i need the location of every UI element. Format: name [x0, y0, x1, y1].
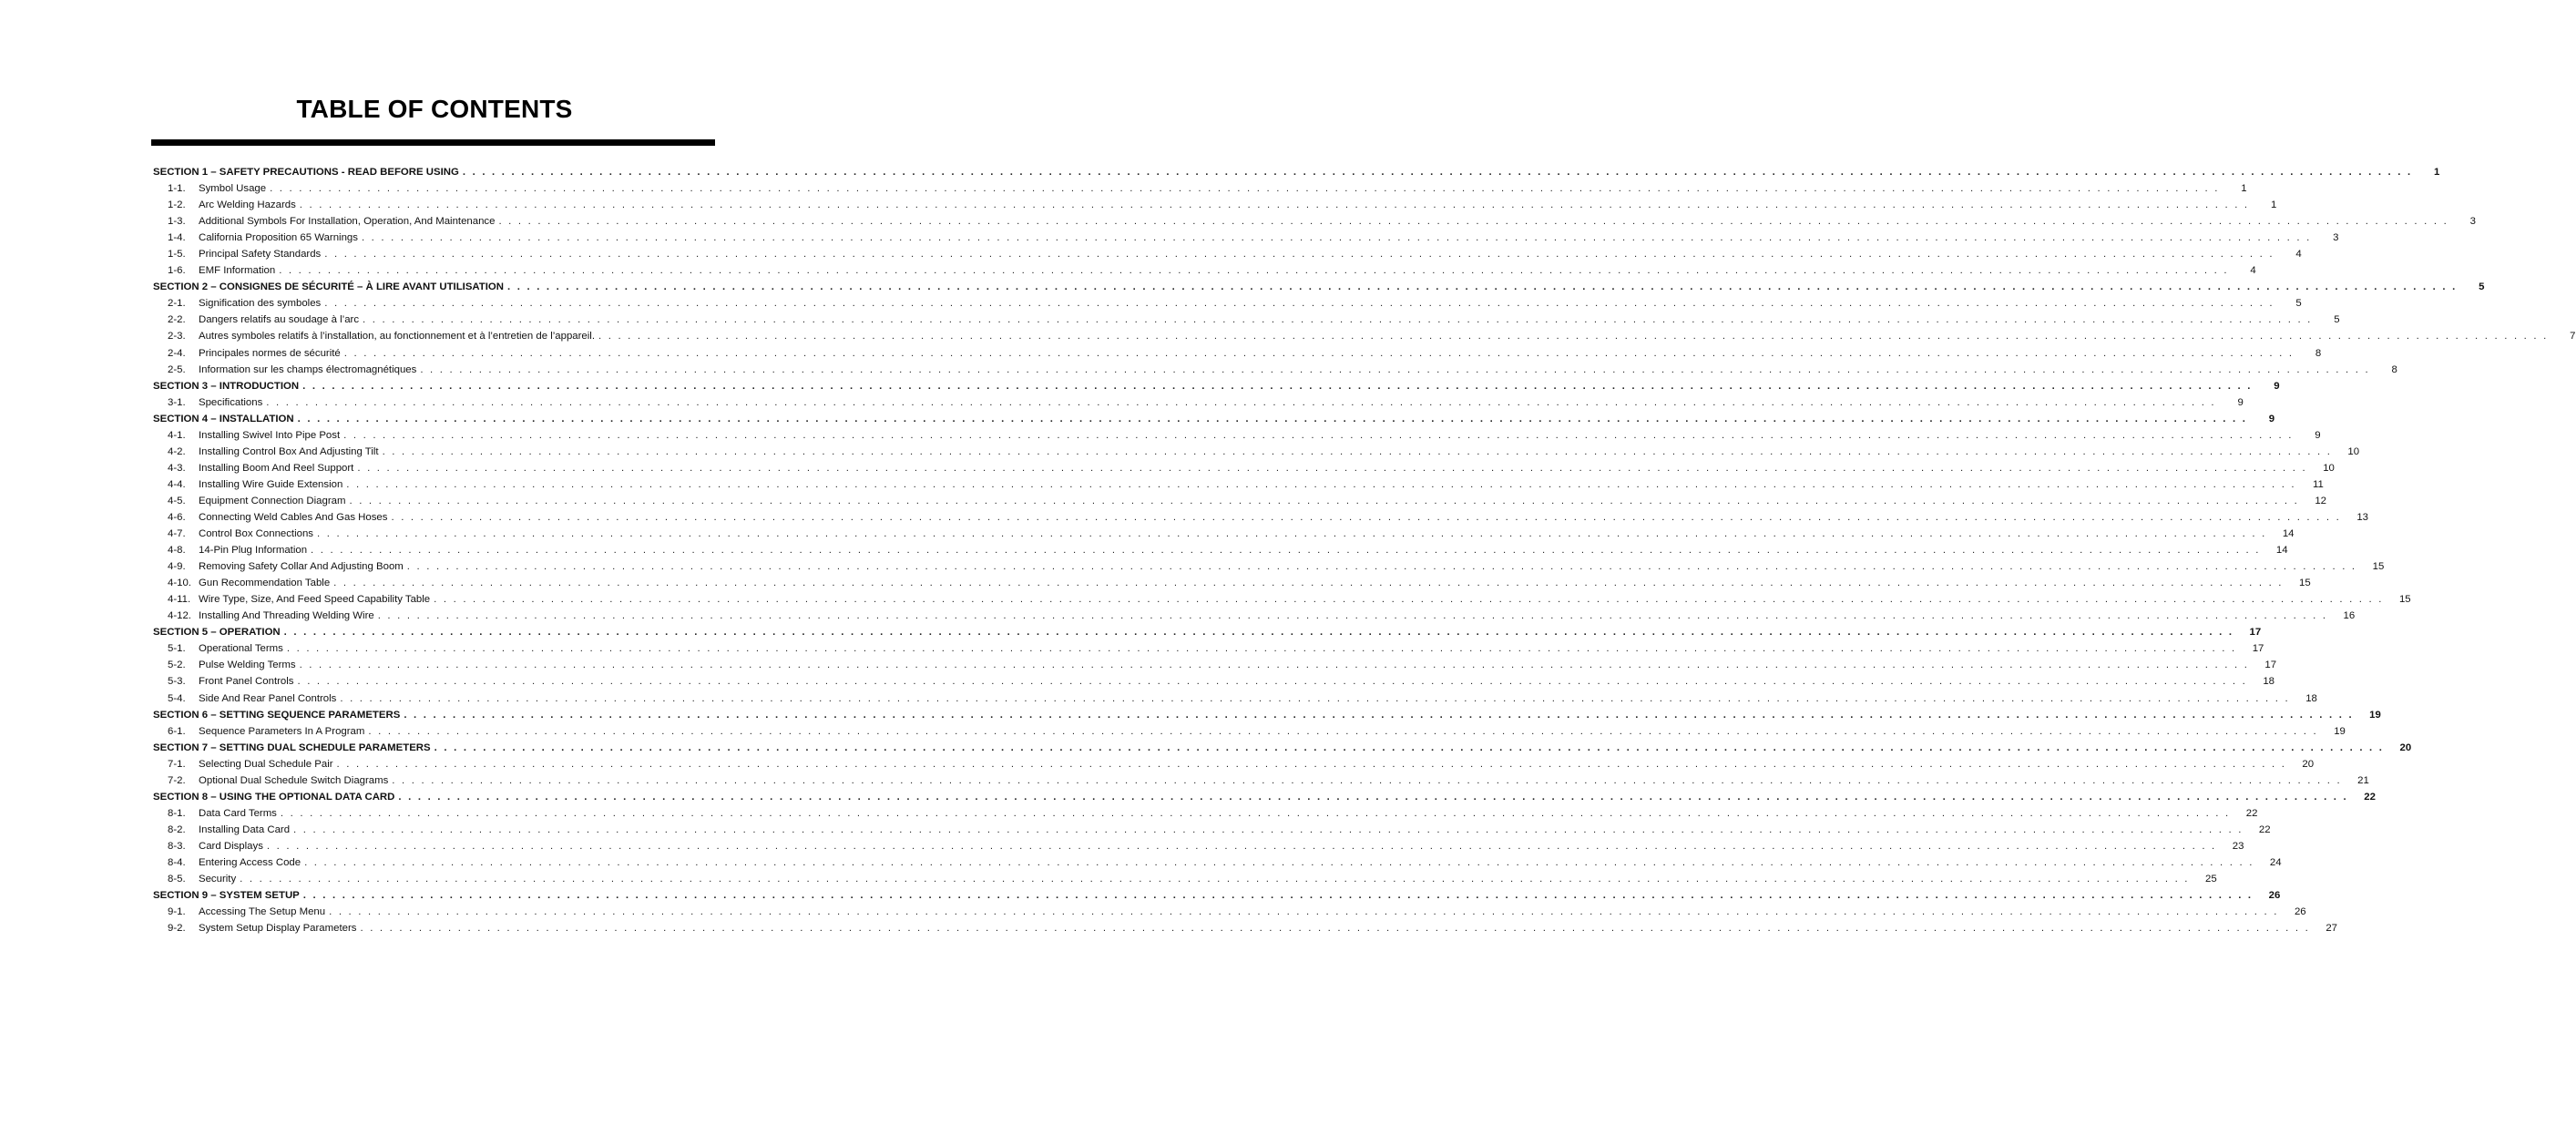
toc-entry-number: 4-4.	[168, 478, 186, 490]
toc-section-entry[interactable]	[153, 279, 2485, 295]
toc-subsection-entry[interactable]	[153, 526, 2295, 542]
toc-subsection-entry[interactable]	[153, 854, 2282, 871]
toc-entry-label: Entering Access Code	[199, 856, 302, 868]
dot-leader: . . . . . . . . . . . . . . . . . . . . . . . . . . . . . . . . . . . . . . . . . . . . . . . . . . . . . . . . . . . . . . . . . . . . . . . . . . . . . . . . . . . . . . . . . . . . . . . . . . . . . . . . . . . . . . . . . . . . . . . . . . . . . . . . . . . . . . . . . . . . . . . . . . . . . . . . . . . . . . . . . . . . . . . . . . . . . . . . . . . . . . . . . . . . . . . . . . . . . . . .	[286, 643, 2237, 655]
toc-entry-number: 4-8.	[168, 545, 186, 557]
toc-entry-number: 9-1.	[168, 906, 186, 918]
toc-entry-label: Dangers relatifs au soudage à l’arc	[199, 314, 360, 326]
title-rule	[151, 139, 715, 146]
toc-entry-number: 2-4.	[168, 347, 186, 359]
toc-entry-label: Principal Safety Standards	[199, 249, 322, 261]
toc-entry-page-number: 9	[2268, 413, 2275, 424]
toc-entry-page-number: 22	[2245, 807, 2258, 819]
toc-entry-number: 8-5.	[168, 874, 186, 885]
dot-leader: . . . . . . . . . . . . . . . . . . . . . . . . . . . . . . . . . . . . . . . . . . . . . . . . . . . . . . . . . . . . . . . . . . . . . . . . . . . . . . . . . . . . . . . . . . . . . . . . . . . . . . . . . . . . . . . . . . . . . . . . . . . . . . . . . . . . . . . . . . . . . . . . . . . . . . . . . . . . . . . . . . . . . . . . . . . . . . . . . . . . . . . . . . . . . . . . . . . . . . . .	[240, 874, 2190, 885]
toc-entry-page-number: 8	[2315, 347, 2322, 359]
dot-leader: . . . . . . . . . . . . . . . . . . . . . . . . . . . . . . . . . . . . . . . . . . . . . . . . . . . . . . . . . . . . . . . . . . . . . . . . . . . . . . . . . . . . . . . . . . . . . . . . . . . . . . . . . . . . . . . . . . . . . . . . . . . . . . . . . . . . . . . . . . . . . . . . . . . . . . . . . . . . . . . . . . . . . . . . . . . . . . . . . . . . . . . . . . . . . . . . . . . . . . . .	[462, 167, 2413, 178]
toc-entry-label: Equipment Connection Diagram	[199, 495, 346, 506]
toc-entry-label: System Setup Display Parameters	[199, 923, 357, 935]
toc-subsection-entry[interactable]	[153, 312, 2340, 328]
toc-entry-page-number: 19	[2334, 725, 2346, 737]
toc-entry-number: 4-5.	[168, 495, 186, 506]
toc-entry-number: 6-1.	[168, 725, 186, 737]
toc-entry-number: 4-6.	[168, 511, 186, 523]
toc-entry-page-number: 3	[2333, 232, 2339, 244]
table-of-contents	[153, 164, 2576, 936]
toc-entry-label: Side And Rear Panel Controls	[199, 692, 337, 704]
toc-subsection-entry[interactable]	[153, 394, 2244, 411]
dot-leader: . . . . . . . . . . . . . . . . . . . . . . . . . . . . . . . . . . . . . . . . . . . . . . . . . . . . . . . . . . . . . . . . . . . . . . . . . . . . . . . . . . . . . . . . . . . . . . . . . . . . . . . . . . . . . . . . . . . . . . . . . . . . . . . . . . . . . . . . . . . . . . . . . . . . . . . . . . . . . . . . . . . . . . . . . . . . . . . . . . . . . . . . . . . . . . . . . . . . . . . .	[266, 396, 2216, 408]
toc-entry-page-number: 8	[2391, 363, 2397, 375]
toc-entry-label: SECTION 1 – SAFETY PRECAUTIONS - READ BEFORE USING	[153, 167, 459, 178]
dot-leader: . . . . . . . . . . . . . . . . . . . . . . . . . . . . . . . . . . . . . . . . . . . . . . . . . . . . . . . . . . . . . . . . . . . . . . . . . . . . . . . . . . . . . . . . . . . . . . . . . . . . . . . . . . . . . . . . . . . . . . . . . . . . . . . . . . . . . . . . . . . . . . . . . . . . . . . . . . . . . . . . . . . . . . . . . . . . . . . . . . . . . . . . . . . . . . . . . . . . . . . .	[336, 758, 2287, 770]
toc-entry-label: California Proposition 65 Warnings	[199, 232, 358, 244]
toc-subsection-entry[interactable]	[153, 345, 2322, 362]
toc-entry-number: 4-7.	[168, 528, 186, 540]
dot-leader: . . . . . . . . . . . . . . . . . . . . . . . . . . . . . . . . . . . . . . . . . . . . . . . . . . . . . . . . . . . . . . . . . . . . . . . . . . . . . . . . . . . . . . . . . . . . . . . . . . . . . . . . . . . . . . . . . . . . . . . . . . . . . . . . . . . . . . . . . . . . . . . . . . . . . . . . . . . . . . . . . . . . . . . . . . . . . . . . . . . . . . . . . . . . . . . . . . . . . . . .	[398, 791, 2348, 803]
toc-subsection-entry[interactable]	[153, 197, 2277, 213]
toc-entry-page-number: 9	[2274, 380, 2280, 392]
dot-leader: . . . . . . . . . . . . . . . . . . . . . . . . . . . . . . . . . . . . . . . . . . . . . . . . . . . . . . . . . . . . . . . . . . . . . . . . . . . . . . . . . . . . . . . . . . . . . . . . . . . . . . . . . . . . . . . . . . . . . . . . . . . . . . . . . . . . . . . . . . . . . . . . . . . . . . . . . . . . . . . . . . . . . . . . . . . . . . . . . . . . . . . . . . . . . . . . . . . . . . . .	[266, 840, 2217, 852]
toc-entry-label: Specifications	[199, 396, 263, 408]
dot-leader: . . . . . . . . . . . . . . . . . . . . . . . . . . . . . . . . . . . . . . . . . . . . . . . . . . . . . . . . . . . . . . . . . . . . . . . . . . . . . . . . . . . . . . . . . . . . . . . . . . . . . . . . . . . . . . . . . . . . . . . . . . . . . . . . . . . . . . . . . . . . . . . . . . . . . . . . . . . . . . . . . . . . . . . . . . . . . . . . . . . . . . . . . . . . . . . . . . . . . . . .	[368, 725, 2318, 737]
dot-leader: . . . . . . . . . . . . . . . . . . . . . . . . . . . . . . . . . . . . . . . . . . . . . . . . . . . . . . . . . . . . . . . . . . . . . . . . . . . . . . . . . . . . . . . . . . . . . . . . . . . . . . . . . . . . . . . . . . . . . . . . . . . . . . . . . . . . . . . . . . . . . . . . . . . . . . . . . . . . . . . . . . . . . . . . . . . . . . . . . . . . . . . . . . . . . . . . . . . . . . . .	[304, 856, 2254, 868]
toc-subsection-entry[interactable]	[153, 246, 2302, 262]
toc-entry-page-number: 9	[2315, 429, 2321, 441]
toc-entry-page-number: 19	[2369, 709, 2381, 721]
toc-entry-page-number: 12	[2315, 495, 2326, 506]
toc-section-entry[interactable]	[153, 707, 2381, 723]
dot-leader: . . . . . . . . . . . . . . . . . . . . . . . . . . . . . . . . . . . . . . . . . . . . . . . . . . . . . . . . . . . . . . . . . . . . . . . . . . . . . . . . . . . . . . . . . . . . . . . . . . . . . . . . . . . . . . . . . . . . . . . . . . . . . . . . . . . . . . . . . . . . . . . . . . . . . . . . . . . . . . . . . . . . . . . . . . . . . . . . . . . . . . . . . . . . . . . . . . . . . . . .	[317, 528, 2267, 540]
toc-entry-page-number: 14	[2282, 528, 2295, 540]
toc-entry-number: 4-3.	[168, 462, 186, 474]
toc-entry-page-number: 1	[2434, 167, 2440, 178]
toc-entry-label: Installing Control Box And Adjusting Tilt	[199, 445, 379, 457]
toc-entry-number: 4-12.	[168, 610, 191, 622]
toc-entry-number: 5-1.	[168, 643, 186, 655]
toc-section-entry[interactable]	[153, 411, 2275, 427]
dot-leader: . . . . . . . . . . . . . . . . . . . . . . . . . . . . . . . . . . . . . . . . . . . . . . . . . . . . . . . . . . . . . . . . . . . . . . . . . . . . . . . . . . . . . . . . . . . . . . . . . . . . . . . . . . . . . . . . . . . . . . . . . . . . . . . . . . . . . . . . . . . . . . . . . . . . . . . . . . . . . . . . . . . . . . . . . . . . . . . . . . . . . . . . . . . . . . . . . . . . . . . .	[340, 692, 2290, 704]
toc-entry-label: SECTION 3 – INTRODUCTION	[153, 380, 300, 392]
toc-entry-page-number: 25	[2205, 874, 2217, 885]
toc-subsection-entry[interactable]	[153, 640, 2264, 657]
toc-entry-page-number: 26	[2268, 890, 2281, 902]
dot-leader: . . . . . . . . . . . . . . . . . . . . . . . . . . . . . . . . . . . . . . . . . . . . . . . . . . . . . . . . . . . . . . . . . . . . . . . . . . . . . . . . . . . . . . . . . . . . . . . . . . . . . . . . . . . . . . . . . . . . . . . . . . . . . . . . . . . . . . . . . . . . . . . . . . . . . . . . . . . . . . . . . . . . . . . . . . . . . . . . . . . . . . . . . . . . . . . . . . . . . . . .	[299, 199, 2250, 211]
dot-leader: . . . . . . . . . . . . . . . . . . . . . . . . . . . . . . . . . . . . . . . . . . . . . . . . . . . . . . . . . . . . . . . . . . . . . . . . . . . . . . . . . . . . . . . . . . . . . . . . . . . . . . . . . . . . . . . . . . . . . . . . . . . . . . . . . . . . . . . . . . . . . . . . . . . . . . . . . . . . . . . . . . . . . . . . . . . . . . . . . . . . . . . . . . . . . . . . . . . . . . . .	[324, 298, 2274, 310]
toc-section-entry[interactable]	[153, 789, 2376, 805]
toc-entry-page-number: 4	[2295, 249, 2302, 261]
dot-leader: . . . . . . . . . . . . . . . . . . . . . . . . . . . . . . . . . . . . . . . . . . . . . . . . . . . . . . . . . . . . . . . . . . . . . . . . . . . . . . . . . . . . . . . . . . . . . . . . . . . . . . . . . . . . . . . . . . . . . . . . . . . . . . . . . . . . . . . . . . . . . . . . . . . . . . . . . . . . . . . . . . . . . . . . . . . . . . . . . . . . . . . . . . . . . . . . . . . . . . . .	[311, 545, 2261, 557]
toc-entry-label: Removing Safety Collar And Adjusting Boom	[199, 561, 404, 573]
toc-entry-label: EMF Information	[199, 265, 276, 277]
toc-entry-page-number: 5	[2295, 298, 2302, 310]
toc-entry-page-number: 1	[2270, 199, 2277, 211]
toc-entry-page-number: 27	[2326, 923, 2337, 935]
dot-leader: . . . . . . . . . . . . . . . . . . . . . . . . . . . . . . . . . . . . . . . . . . . . . . . . . . . . . . . . . . . . . . . . . . . . . . . . . . . . . . . . . . . . . . . . . . . . . . . . . . . . . . . . . . . . . . . . . . . . . . . . . . . . . . . . . . . . . . . . . . . . . . . . . . . . . . . . . . . . . . . . . . . . . . . . . . . . . . . . . . . . . . . . . . . . . . . . . . . . . . . .	[377, 610, 2328, 622]
toc-entry-page-number: 16	[2343, 610, 2356, 622]
toc-entry-label: Installing Data Card	[199, 823, 291, 835]
toc-entry-page-number: 9	[2237, 396, 2244, 408]
toc-entry-page-number: 21	[2357, 774, 2369, 786]
toc-entry-label: Installing Boom And Reel Support	[199, 462, 354, 474]
toc-entry-label: Connecting Weld Cables And Gas Hoses	[199, 511, 388, 523]
toc-section-entry[interactable]	[153, 624, 2262, 640]
toc-subsection-entry[interactable]	[153, 476, 2324, 493]
toc-entry-page-number: 4	[2250, 265, 2256, 277]
toc-entry-page-number: 26	[2294, 906, 2306, 918]
toc-subsection-entry[interactable]	[153, 608, 2356, 624]
dot-leader: . . . . . . . . . . . . . . . . . . . . . . . . . . . . . . . . . . . . . . . . . . . . . . . . . . . . . . . . . . . . . . . . . . . . . . . . . . . . . . . . . . . . . . . . . . . . . . . . . . . . . . . . . . . . . . . . . . . . . . . . . . . . . . . . . . . . . . . . . . . . . . . . . . . . . . . . . . . . . . . . . . . . . . . . . . . . . . . . . . . . . . . . . . . . . . . . . . . . . . . .	[343, 347, 2295, 359]
dot-leader: . . . . . . . . . . . . . . . . . . . . . . . . . . . . . . . . . . . . . . . . . . . . . . . . . . . . . . . . . . . . . . . . . . . . . . . . . . . . . . . . . . . . . . . . . . . . . . . . . . . . . . . . . . . . . . . . . . . . . . . . . . . . . . . . . . . . . . . . . . . . . . . . . . . . . . . . . . . . . . . . . . . . . . . . . . . . . . . . . . . . . . . . . . . . . . . . . . . . . . . .	[598, 331, 2549, 343]
toc-subsection-entry[interactable]	[153, 328, 2576, 344]
dot-leader: . . . . . . . . . . . . . . . . . . . . . . . . . . . . . . . . . . . . . . . . . . . . . . . . . . . . . . . . . . . . . . . . . . . . . . . . . . . . . . . . . . . . . . . . . . . . . . . . . . . . . . . . . . . . . . . . . . . . . . . . . . . . . . . . . . . . . . . . . . . . . . . . . . . . . . . . . . . . . . . . . . . . . . . . . . . . . . . . . . . . . . . . . . . . . . . . . . . . . . . .	[361, 232, 2312, 244]
dot-leader: . . . . . . . . . . . . . . . . . . . . . . . . . . . . . . . . . . . . . . . . . . . . . . . . . . . . . . . . . . . . . . . . . . . . . . . . . . . . . . . . . . . . . . . . . . . . . . . . . . . . . . . . . . . . . . . . . . . . . . . . . . . . . . . . . . . . . . . . . . . . . . . . . . . . . . . . . . . . . . . . . . . . . . . . . . . . . . . . . . . . . . . . . . . . . . . . . . . . . . . .	[283, 627, 2234, 639]
toc-entry-number: 8-4.	[168, 856, 186, 868]
dot-leader: . . . . . . . . . . . . . . . . . . . . . . . . . . . . . . . . . . . . . . . . . . . . . . . . . . . . . . . . . . . . . . . . . . . . . . . . . . . . . . . . . . . . . . . . . . . . . . . . . . . . . . . . . . . . . . . . . . . . . . . . . . . . . . . . . . . . . . . . . . . . . . . . . . . . . . . . . . . . . . . . . . . . . . . . . . . . . . . . . . . . . . . . . . . . . . . . . . . . . . . .	[382, 445, 2333, 457]
dot-leader: . . . . . . . . . . . . . . . . . . . . . . . . . . . . . . . . . . . . . . . . . . . . . . . . . . . . . . . . . . . . . . . . . . . . . . . . . . . . . . . . . . . . . . . . . . . . . . . . . . . . . . . . . . . . . . . . . . . . . . . . . . . . . . . . . . . . . . . . . . . . . . . . . . . . . . . . . . . . . . . . . . . . . . . . . . . . . . . . . . . . . . . . . . . . . . . . . . . . . . . .	[297, 413, 2248, 424]
toc-subsection-entry[interactable]	[153, 591, 2411, 608]
toc-entry-label: Sequence Parameters In A Program	[199, 725, 365, 737]
toc-entry-label: Installing Wire Guide Extension	[199, 478, 343, 490]
toc-subsection-entry[interactable]	[153, 575, 2311, 591]
toc-entry-number: 9-2.	[168, 923, 186, 935]
toc-entry-page-number: 22	[2364, 791, 2376, 803]
dot-leader: . . . . . . . . . . . . . . . . . . . . . . . . . . . . . . . . . . . . . . . . . . . . . . . . . . . . . . . . . . . . . . . . . . . . . . . . . . . . . . . . . . . . . . . . . . . . . . . . . . . . . . . . . . . . . . . . . . . . . . . . . . . . . . . . . . . . . . . . . . . . . . . . . . . . . . . . . . . . . . . . . . . . . . . . . . . . . . . . . . . . . . . . . . . . . . . . . . . . . . . .	[434, 594, 2384, 606]
page-title: TABLE OF CONTENTS	[296, 95, 573, 123]
toc-section-entry[interactable]	[153, 164, 2440, 180]
toc-subsection-entry[interactable]	[153, 871, 2217, 887]
toc-entry-label: SECTION 8 – USING THE OPTIONAL DATA CARD	[153, 791, 395, 803]
toc-entry-number: 2-2.	[168, 314, 186, 326]
toc-entry-number: 5-2.	[168, 660, 186, 671]
toc-subsection-entry[interactable]	[153, 657, 2277, 673]
dot-leader: . . . . . . . . . . . . . . . . . . . . . . . . . . . . . . . . . . . . . . . . . . . . . . . . . . . . . . . . . . . . . . . . . . . . . . . . . . . . . . . . . . . . . . . . . . . . . . . . . . . . . . . . . . . . . . . . . . . . . . . . . . . . . . . . . . . . . . . . . . . . . . . . . . . . . . . . . . . . . . . . . . . . . . . . . . . . . . . . . . . . . . . . . . . . . . . . . . . . . . . .	[404, 709, 2354, 721]
dot-leader: . . . . . . . . . . . . . . . . . . . . . . . . . . . . . . . . . . . . . . . . . . . . . . . . . . . . . . . . . . . . . . . . . . . . . . . . . . . . . . . . . . . . . . . . . . . . . . . . . . . . . . . . . . . . . . . . . . . . . . . . . . . . . . . . . . . . . . . . . . . . . . . . . . . . . . . . . . . . . . . . . . . . . . . . . . . . . . . . . . . . . . . . . . . . . . . . . . . . . . . .	[434, 741, 2385, 753]
dot-leader: . . . . . . . . . . . . . . . . . . . . . . . . . . . . . . . . . . . . . . . . . . . . . . . . . . . . . . . . . . . . . . . . . . . . . . . . . . . . . . . . . . . . . . . . . . . . . . . . . . . . . . . . . . . . . . . . . . . . . . . . . . . . . . . . . . . . . . . . . . . . . . . . . . . . . . . . . . . . . . . . . . . . . . . . . . . . . . . . . . . . . . . . . . . . . . . . . . . . . . . .	[498, 216, 2448, 228]
toc-entry-number: 4-10.	[168, 578, 191, 589]
toc-subsection-entry[interactable]	[153, 444, 2360, 460]
toc-entry-page-number: 3	[2469, 216, 2476, 228]
toc-entry-label: SECTION 7 – SETTING DUAL SCHEDULE PARAMETERS	[153, 741, 431, 753]
toc-subsection-entry[interactable]	[153, 673, 2274, 690]
toc-subsection-entry[interactable]	[153, 230, 2339, 246]
toc-subsection-entry[interactable]	[153, 772, 2369, 789]
toc-entry-page-number: 10	[2323, 462, 2335, 474]
toc-entry-page-number: 15	[2299, 578, 2311, 589]
toc-entry-page-number: 17	[2264, 660, 2277, 671]
dot-leader: . . . . . . . . . . . . . . . . . . . . . . . . . . . . . . . . . . . . . . . . . . . . . . . . . . . . . . . . . . . . . . . . . . . . . . . . . . . . . . . . . . . . . . . . . . . . . . . . . . . . . . . . . . . . . . . . . . . . . . . . . . . . . . . . . . . . . . . . . . . . . . . . . . . . . . . . . . . . . . . . . . . . . . . . . . . . . . . . . . . . . . . . . . . . . . . . . . . . . . . .	[391, 511, 2341, 523]
toc-entry-label: Arc Welding Hazards	[199, 199, 296, 211]
toc-subsection-entry[interactable]	[153, 460, 2335, 476]
toc-entry-label: SECTION 2 – CONSIGNES DE SÉCURITÉ – À LIRE AVANT UTILISATION	[153, 281, 504, 293]
toc-entry-label: Signification des symboles	[199, 298, 322, 310]
toc-subsection-entry[interactable]	[153, 920, 2337, 936]
dot-leader: . . . . . . . . . . . . . . . . . . . . . . . . . . . . . . . . . . . . . . . . . . . . . . . . . . . . . . . . . . . . . . . . . . . . . . . . . . . . . . . . . . . . . . . . . . . . . . . . . . . . . . . . . . . . . . . . . . . . . . . . . . . . . . . . . . . . . . . . . . . . . . . . . . . . . . . . . . . . . . . . . . . . . . . . . . . . . . . . . . . . . . . . . . . . . . . . . . . . . . . .	[343, 429, 2294, 441]
dot-leader: . . . . . . . . . . . . . . . . . . . . . . . . . . . . . . . . . . . . . . . . . . . . . . . . . . . . . . . . . . . . . . . . . . . . . . . . . . . . . . . . . . . . . . . . . . . . . . . . . . . . . . . . . . . . . . . . . . . . . . . . . . . . . . . . . . . . . . . . . . . . . . . . . . . . . . . . . . . . . . . . . . . . . . . . . . . . . . . . . . . . . . . . . . . . . . . . . . . . . . . .	[392, 774, 2342, 786]
toc-subsection-entry[interactable]	[153, 690, 2317, 707]
toc-entry-label: Optional Dual Schedule Switch Diagrams	[199, 774, 389, 786]
dot-leader: . . . . . . . . . . . . . . . . . . . . . . . . . . . . . . . . . . . . . . . . . . . . . . . . . . . . . . . . . . . . . . . . . . . . . . . . . . . . . . . . . . . . . . . . . . . . . . . . . . . . . . . . . . . . . . . . . . . . . . . . . . . . . . . . . . . . . . . . . . . . . . . . . . . . . . . . . . . . . . . . . . . . . . . . . . . . . . . . . . . . . . . . . . . . . . . . . . . . . . . .	[349, 495, 2299, 506]
dot-leader: . . . . . . . . . . . . . . . . . . . . . . . . . . . . . . . . . . . . . . . . . . . . . . . . . . . . . . . . . . . . . . . . . . . . . . . . . . . . . . . . . . . . . . . . . . . . . . . . . . . . . . . . . . . . . . . . . . . . . . . . . . . . . . . . . . . . . . . . . . . . . . . . . . . . . . . . . . . . . . . . . . . . . . . . . . . . . . . . . . . . . . . . . . . . . . . . . . . . . . . .	[420, 363, 2370, 375]
toc-entry-page-number: 22	[2258, 823, 2271, 835]
toc-subsection-entry[interactable]	[153, 838, 2244, 854]
toc-entry-number: 4-9.	[168, 561, 186, 573]
toc-entry-label: Selecting Dual Schedule Pair	[199, 758, 333, 770]
toc-entry-number: 1-5.	[168, 249, 186, 261]
toc-entry-page-number: 17	[2249, 627, 2262, 639]
toc-subsection-entry[interactable]	[153, 904, 2306, 920]
toc-subsection-entry[interactable]	[153, 723, 2346, 740]
toc-entry-label: Operational Terms	[199, 643, 283, 655]
toc-entry-page-number: 13	[2356, 511, 2368, 523]
dot-leader: . . . . . . . . . . . . . . . . . . . . . . . . . . . . . . . . . . . . . . . . . . . . . . . . . . . . . . . . . . . . . . . . . . . . . . . . . . . . . . . . . . . . . . . . . . . . . . . . . . . . . . . . . . . . . . . . . . . . . . . . . . . . . . . . . . . . . . . . . . . . . . . . . . . . . . . . . . . . . . . . . . . . . . . . . . . . . . . . . . . . . . . . . . . . . . . . . . . . . . . .	[297, 676, 2247, 688]
toc-entry-page-number: 23	[2232, 840, 2244, 852]
toc-entry-number: 4-2.	[168, 445, 186, 457]
dot-leader: . . . . . . . . . . . . . . . . . . . . . . . . . . . . . . . . . . . . . . . . . . . . . . . . . . . . . . . . . . . . . . . . . . . . . . . . . . . . . . . . . . . . . . . . . . . . . . . . . . . . . . . . . . . . . . . . . . . . . . . . . . . . . . . . . . . . . . . . . . . . . . . . . . . . . . . . . . . . . . . . . . . . . . . . . . . . . . . . . . . . . . . . . . . . . . . . . . . . . . . .	[302, 890, 2254, 902]
toc-entry-label: SECTION 9 – SYSTEM SETUP	[153, 890, 300, 902]
toc-entry-label: Installing And Threading Welding Wire	[199, 610, 374, 622]
toc-entry-label: Security	[199, 874, 237, 885]
dot-leader: . . . . . . . . . . . . . . . . . . . . . . . . . . . . . . . . . . . . . . . . . . . . . . . . . . . . . . . . . . . . . . . . . . . . . . . . . . . . . . . . . . . . . . . . . . . . . . . . . . . . . . . . . . . . . . . . . . . . . . . . . . . . . . . . . . . . . . . . . . . . . . . . . . . . . . . . . . . . . . . . . . . . . . . . . . . . . . . . . . . . . . . . . . . . . . . . . . . . . . . .	[507, 281, 2458, 293]
dot-leader: . . . . . . . . . . . . . . . . . . . . . . . . . . . . . . . . . . . . . . . . . . . . . . . . . . . . . . . . . . . . . . . . . . . . . . . . . . . . . . . . . . . . . . . . . . . . . . . . . . . . . . . . . . . . . . . . . . . . . . . . . . . . . . . . . . . . . . . . . . . . . . . . . . . . . . . . . . . . . . . . . . . . . . . . . . . . . . . . . . . . . . . . . . . . . . . . . . . . . . . .	[406, 561, 2357, 573]
toc-subsection-entry[interactable]	[153, 509, 2368, 526]
toc-entry-number: 4-11.	[168, 594, 191, 606]
toc-entry-page-number: 24	[2269, 856, 2282, 868]
toc-subsection-entry[interactable]	[153, 822, 2271, 838]
toc-entry-page-number: 20	[2302, 758, 2315, 770]
toc-entry-label: Accessing The Setup Menu	[199, 906, 326, 918]
toc-entry-label: Data Card Terms	[199, 807, 277, 819]
toc-entry-label: SECTION 4 – INSTALLATION	[153, 413, 294, 424]
toc-section-entry[interactable]	[153, 887, 2281, 904]
toc-entry-number: 5-4.	[168, 692, 186, 704]
toc-subsection-entry[interactable]	[153, 558, 2385, 575]
toc-subsection-entry[interactable]	[153, 756, 2315, 772]
toc-entry-label: Additional Symbols For Installation, Operation, And Maintenance	[199, 216, 496, 228]
toc-subsection-entry[interactable]	[153, 262, 2256, 279]
toc-entry-page-number: 1	[2241, 183, 2247, 195]
toc-entry-label: Wire Type, Size, And Feed Speed Capability Table	[199, 594, 431, 606]
dot-leader: . . . . . . . . . . . . . . . . . . . . . . . . . . . . . . . . . . . . . . . . . . . . . . . . . . . . . . . . . . . . . . . . . . . . . . . . . . . . . . . . . . . . . . . . . . . . . . . . . . . . . . . . . . . . . . . . . . . . . . . . . . . . . . . . . . . . . . . . . . . . . . . . . . . . . . . . . . . . . . . . . . . . . . . . . . . . . . . . . . . . . . . . . . . . . . . . . . . . . . . .	[302, 380, 2253, 392]
toc-entry-page-number: 17	[2252, 643, 2264, 655]
toc-entry-page-number: 15	[2398, 594, 2411, 606]
toc-entry-label: Principales normes de sécurité	[199, 347, 341, 359]
toc-entry-label: SECTION 6 – SETTING SEQUENCE PARAMETERS	[153, 709, 401, 721]
toc-entry-number: 2-1.	[168, 298, 186, 310]
toc-entry-number: 2-3.	[168, 331, 186, 343]
toc-entry-label: Information sur les champs électromagnétiques	[199, 363, 417, 375]
toc-entry-page-number: 18	[2263, 676, 2274, 688]
toc-entry-page-number: 5	[2334, 314, 2340, 326]
toc-entry-label: SECTION 5 – OPERATION	[153, 627, 281, 639]
toc-entry-label: Pulse Welding Terms	[199, 660, 296, 671]
dot-leader: . . . . . . . . . . . . . . . . . . . . . . . . . . . . . . . . . . . . . . . . . . . . . . . . . . . . . . . . . . . . . . . . . . . . . . . . . . . . . . . . . . . . . . . . . . . . . . . . . . . . . . . . . . . . . . . . . . . . . . . . . . . . . . . . . . . . . . . . . . . . . . . . . . . . . . . . . . . . . . . . . . . . . . . . . . . . . . . . . . . . . . . . . . . . . . . . . . . . . . . .	[357, 462, 2307, 474]
toc-entry-number: 2-5.	[168, 363, 186, 375]
toc-section-entry[interactable]	[153, 740, 2412, 756]
toc-entry-page-number: 5	[2479, 281, 2485, 293]
toc-entry-page-number: 18	[2305, 692, 2317, 704]
toc-entry-number: 7-1.	[168, 758, 186, 770]
toc-entry-label: Autres symboles relatifs à l’installation, au fonctionnement et à l’entretien de l’appareil.	[199, 331, 595, 343]
toc-entry-page-number: 10	[2347, 445, 2360, 457]
toc-entry-number: 8-1.	[168, 807, 186, 819]
toc-subsection-entry[interactable]	[153, 427, 2321, 444]
toc-entry-number: 5-3.	[168, 676, 186, 688]
dot-leader: . . . . . . . . . . . . . . . . . . . . . . . . . . . . . . . . . . . . . . . . . . . . . . . . . . . . . . . . . . . . . . . . . . . . . . . . . . . . . . . . . . . . . . . . . . . . . . . . . . . . . . . . . . . . . . . . . . . . . . . . . . . . . . . . . . . . . . . . . . . . . . . . . . . . . . . . . . . . . . . . . . . . . . . . . . . . . . . . . . . . . . . . . . . . . . . . . . . . . . . .	[279, 265, 2229, 277]
toc-entry-number: 1-3.	[168, 216, 186, 228]
toc-entry-label: Front Panel Controls	[199, 676, 294, 688]
toc-subsection-entry[interactable]	[153, 493, 2326, 509]
toc-entry-number: 1-2.	[168, 199, 186, 211]
toc-entry-page-number: 11	[2312, 478, 2324, 490]
toc-entry-label: Card Displays	[199, 840, 263, 852]
toc-entry-number: 3-1.	[168, 396, 186, 408]
toc-entry-number: 4-1.	[168, 429, 186, 441]
toc-entry-number: 8-3.	[168, 840, 186, 852]
dot-leader: . . . . . . . . . . . . . . . . . . . . . . . . . . . . . . . . . . . . . . . . . . . . . . . . . . . . . . . . . . . . . . . . . . . . . . . . . . . . . . . . . . . . . . . . . . . . . . . . . . . . . . . . . . . . . . . . . . . . . . . . . . . . . . . . . . . . . . . . . . . . . . . . . . . . . . . . . . . . . . . . . . . . . . . . . . . . . . . . . . . . . . . . . . . . . . . . . . . . . . . .	[299, 660, 2250, 671]
dot-leader: . . . . . . . . . . . . . . . . . . . . . . . . . . . . . . . . . . . . . . . . . . . . . . . . . . . . . . . . . . . . . . . . . . . . . . . . . . . . . . . . . . . . . . . . . . . . . . . . . . . . . . . . . . . . . . . . . . . . . . . . . . . . . . . . . . . . . . . . . . . . . . . . . . . . . . . . . . . . . . . . . . . . . . . . . . . . . . . . . . . . . . . . . . . . . . . . . . . . . . . .	[329, 906, 2279, 918]
toc-entry-label: Installing Swivel Into Pipe Post	[199, 429, 341, 441]
toc-entry-page-number: 15	[2372, 561, 2385, 573]
toc-subsection-entry[interactable]	[153, 213, 2476, 230]
toc-subsection-entry[interactable]	[153, 542, 2288, 558]
toc-entry-label: 14-Pin Plug Information	[199, 545, 308, 557]
dot-leader: . . . . . . . . . . . . . . . . . . . . . . . . . . . . . . . . . . . . . . . . . . . . . . . . . . . . . . . . . . . . . . . . . . . . . . . . . . . . . . . . . . . . . . . . . . . . . . . . . . . . . . . . . . . . . . . . . . . . . . . . . . . . . . . . . . . . . . . . . . . . . . . . . . . . . . . . . . . . . . . . . . . . . . . . . . . . . . . . . . . . . . . . . . . . . . . . . . . . . . . .	[346, 478, 2296, 490]
toc-entry-label: Symbol Usage	[199, 183, 267, 195]
toc-entry-page-number: 20	[2399, 741, 2412, 753]
toc-entry-number: 1-6.	[168, 265, 186, 277]
toc-entry-page-number: 7	[2570, 331, 2576, 343]
toc-subsection-entry[interactable]	[153, 295, 2302, 312]
toc-subsection-entry[interactable]	[153, 362, 2397, 378]
toc-entry-number: 1-4.	[168, 232, 186, 244]
dot-leader: . . . . . . . . . . . . . . . . . . . . . . . . . . . . . . . . . . . . . . . . . . . . . . . . . . . . . . . . . . . . . . . . . . . . . . . . . . . . . . . . . . . . . . . . . . . . . . . . . . . . . . . . . . . . . . . . . . . . . . . . . . . . . . . . . . . . . . . . . . . . . . . . . . . . . . . . . . . . . . . . . . . . . . . . . . . . . . . . . . . . . . . . . . . . . . . . . . . . . . . .	[280, 807, 2231, 819]
toc-entry-number: 7-2.	[168, 774, 186, 786]
toc-entry-page-number: 14	[2275, 545, 2288, 557]
dot-leader: . . . . . . . . . . . . . . . . . . . . . . . . . . . . . . . . . . . . . . . . . . . . . . . . . . . . . . . . . . . . . . . . . . . . . . . . . . . . . . . . . . . . . . . . . . . . . . . . . . . . . . . . . . . . . . . . . . . . . . . . . . . . . . . . . . . . . . . . . . . . . . . . . . . . . . . . . . . . . . . . . . . . . . . . . . . . . . . . . . . . . . . . . . . . . . . . . . . . . . . .	[363, 314, 2313, 326]
dot-leader: . . . . . . . . . . . . . . . . . . . . . . . . . . . . . . . . . . . . . . . . . . . . . . . . . . . . . . . . . . . . . . . . . . . . . . . . . . . . . . . . . . . . . . . . . . . . . . . . . . . . . . . . . . . . . . . . . . . . . . . . . . . . . . . . . . . . . . . . . . . . . . . . . . . . . . . . . . . . . . . . . . . . . . . . . . . . . . . . . . . . . . . . . . . . . . . . . . . . . . . .	[360, 923, 2310, 935]
toc-subsection-entry[interactable]	[153, 180, 2247, 197]
dot-leader: . . . . . . . . . . . . . . . . . . . . . . . . . . . . . . . . . . . . . . . . . . . . . . . . . . . . . . . . . . . . . . . . . . . . . . . . . . . . . . . . . . . . . . . . . . . . . . . . . . . . . . . . . . . . . . . . . . . . . . . . . . . . . . . . . . . . . . . . . . . . . . . . . . . . . . . . . . . . . . . . . . . . . . . . . . . . . . . . . . . . . . . . . . . . . . . . . . . . . . . .	[324, 249, 2274, 261]
toc-entry-number: 1-1.	[168, 183, 186, 195]
toc-subsection-entry[interactable]	[153, 805, 2258, 822]
dot-leader: . . . . . . . . . . . . . . . . . . . . . . . . . . . . . . . . . . . . . . . . . . . . . . . . . . . . . . . . . . . . . . . . . . . . . . . . . . . . . . . . . . . . . . . . . . . . . . . . . . . . . . . . . . . . . . . . . . . . . . . . . . . . . . . . . . . . . . . . . . . . . . . . . . . . . . . . . . . . . . . . . . . . . . . . . . . . . . . . . . . . . . . . . . . . . . . . . . . . . . . .	[270, 183, 2220, 195]
toc-entry-number: 8-2.	[168, 823, 186, 835]
toc-entry-label: Control Box Connections	[199, 528, 313, 540]
dot-leader: . . . . . . . . . . . . . . . . . . . . . . . . . . . . . . . . . . . . . . . . . . . . . . . . . . . . . . . . . . . . . . . . . . . . . . . . . . . . . . . . . . . . . . . . . . . . . . . . . . . . . . . . . . . . . . . . . . . . . . . . . . . . . . . . . . . . . . . . . . . . . . . . . . . . . . . . . . . . . . . . . . . . . . . . . . . . . . . . . . . . . . . . . . . . . . . . . . . . . . . .	[333, 578, 2284, 589]
dot-leader: . . . . . . . . . . . . . . . . . . . . . . . . . . . . . . . . . . . . . . . . . . . . . . . . . . . . . . . . . . . . . . . . . . . . . . . . . . . . . . . . . . . . . . . . . . . . . . . . . . . . . . . . . . . . . . . . . . . . . . . . . . . . . . . . . . . . . . . . . . . . . . . . . . . . . . . . . . . . . . . . . . . . . . . . . . . . . . . . . . . . . . . . . . . . . . . . . . . . . . . .	[293, 823, 2244, 835]
toc-entry-label: Gun Recommendation Table	[199, 578, 331, 589]
toc-section-entry[interactable]	[153, 378, 2280, 394]
